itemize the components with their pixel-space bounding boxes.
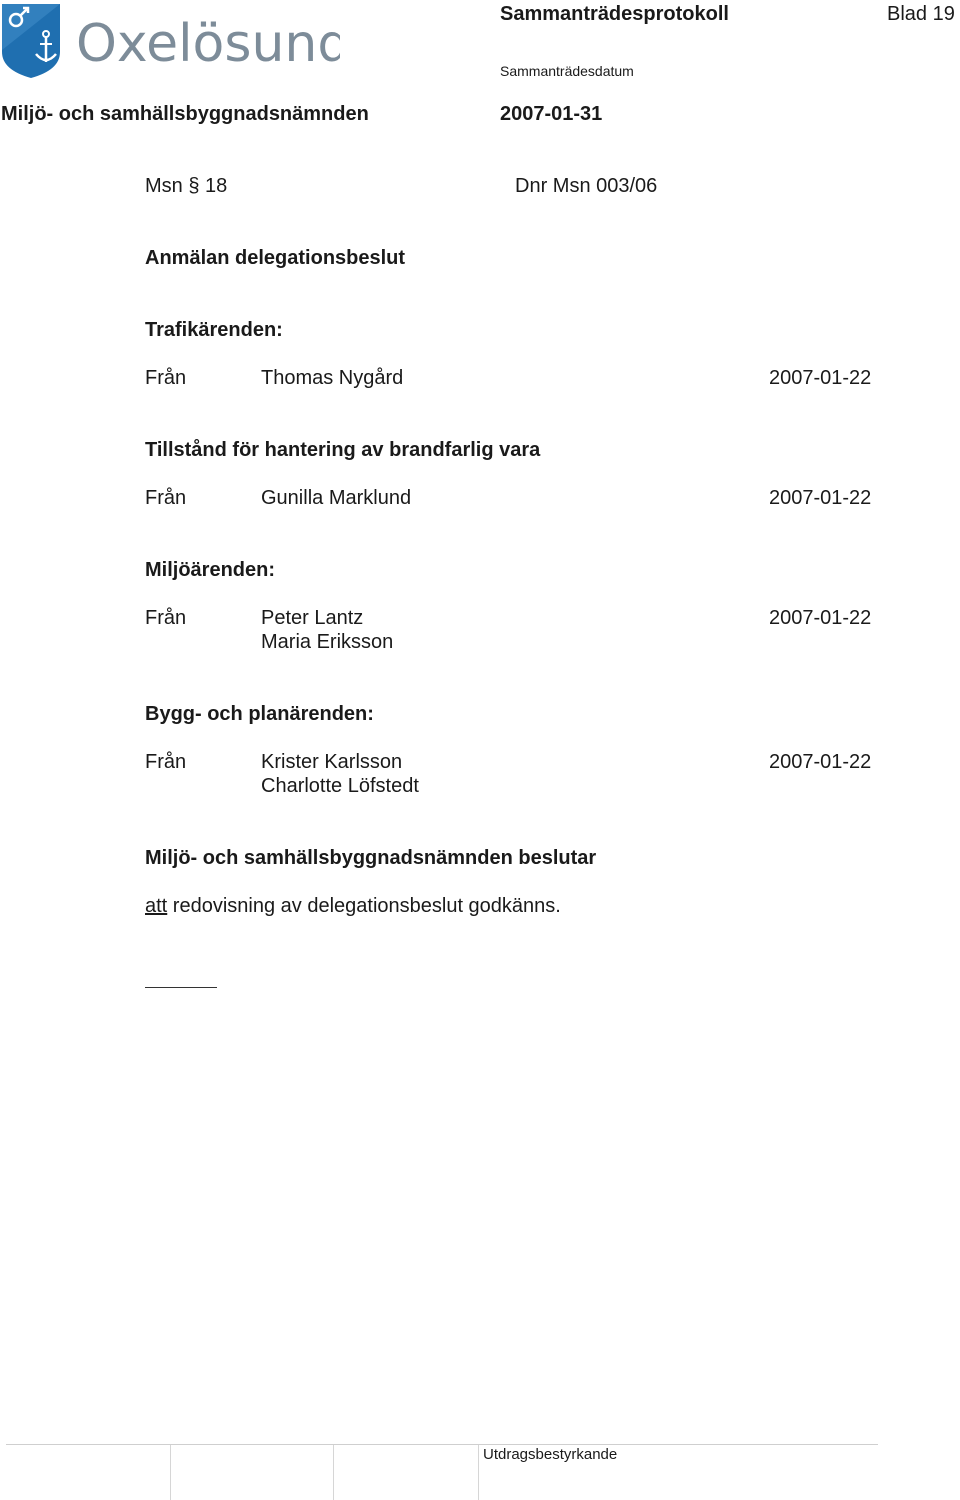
meeting-date-label: Sammanträdesdatum: [500, 63, 634, 79]
case-heading: Anmälan delegationsbeslut: [145, 247, 406, 269]
page-number: Blad 19: [887, 3, 955, 25]
delegate-name: Peter Lantz: [261, 607, 364, 629]
section-end-rule: [145, 987, 217, 988]
delegate-name: Krister Karlsson: [261, 751, 403, 773]
diary-number: Dnr Msn 003/06: [515, 175, 658, 197]
delegate-name: Gunilla Marklund: [261, 487, 412, 509]
section-title: Trafikärenden:: [145, 319, 283, 341]
from-label: Från: [145, 487, 187, 509]
delegate-name: Maria Eriksson: [261, 631, 394, 653]
from-label: Från: [145, 367, 187, 389]
oxelosund-logo: [0, 0, 340, 80]
oxelosund-coat-of-arms-icon: [2, 4, 60, 78]
section-title: Miljöärenden:: [145, 559, 276, 581]
committee-name: Miljö- och samhällsbyggnadsnämnden: [1, 103, 369, 125]
delegate-name: Charlotte Löfstedt: [261, 775, 419, 797]
section-title: Tillstånd för hantering av brandfarlig vara: [145, 439, 541, 461]
decision-heading: Miljö- och samhällsbyggnadsnämnden beslutar: [145, 847, 597, 869]
footer-signature-box-divider: [170, 1445, 171, 1500]
decision-date: 2007-01-22: [769, 607, 872, 629]
from-label: Från: [145, 751, 187, 773]
meeting-date: 2007-01-31: [500, 103, 603, 125]
document-type: Sammanträdesprotokoll: [500, 3, 729, 25]
decision-body: redovisning av delegationsbeslut godkänns.: [167, 895, 561, 917]
section-title: Bygg- och planärenden:: [145, 703, 374, 725]
decision-date: 2007-01-22: [769, 367, 872, 389]
paragraph-number: Msn § 18: [145, 175, 228, 197]
decision-date: 2007-01-22: [769, 751, 872, 773]
from-label: Från: [145, 607, 187, 629]
decision-text: [145, 895, 561, 918]
footer-signature-box-divider: [333, 1445, 334, 1500]
certification-label: Utdragsbestyrkande: [483, 1446, 618, 1463]
footer-signature-box-divider: [478, 1445, 479, 1500]
decision-date: 2007-01-22: [769, 487, 872, 509]
att-keyword: att: [145, 895, 168, 917]
svg-text:Oxelösund: Oxelösund: [76, 14, 340, 74]
footer-rule: [6, 1444, 878, 1445]
delegate-name: Thomas Nygård: [261, 367, 404, 389]
